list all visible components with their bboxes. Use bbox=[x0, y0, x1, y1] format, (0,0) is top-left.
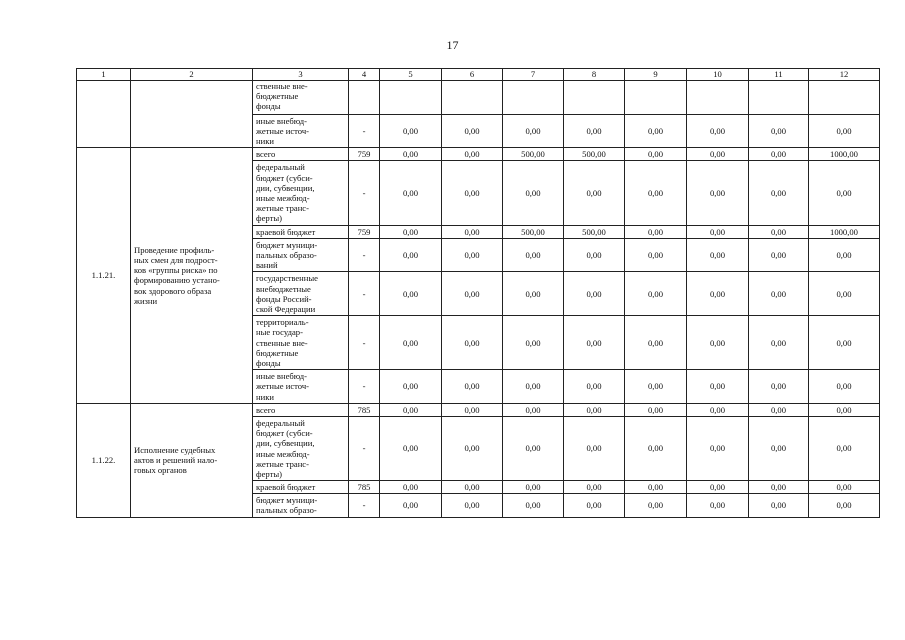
amount-cell: 0,00 bbox=[380, 161, 442, 225]
amount-cell: 0,00 bbox=[442, 272, 503, 316]
amount-cell: 0,00 bbox=[442, 403, 503, 416]
code-value-cell bbox=[349, 81, 380, 115]
column-header: 2 bbox=[131, 69, 253, 81]
funding-source-cell: территориаль- ные государ- ственные вне- бюджетные фонды bbox=[253, 316, 349, 370]
amount-cell bbox=[809, 81, 880, 115]
amount-cell bbox=[687, 81, 749, 115]
amount-cell: 0,00 bbox=[687, 481, 749, 494]
amount-cell: 0,00 bbox=[749, 272, 809, 316]
amount-cell: 0,00 bbox=[749, 114, 809, 148]
amount-cell: 0,00 bbox=[503, 114, 564, 148]
column-header: 5 bbox=[380, 69, 442, 81]
column-header: 11 bbox=[749, 69, 809, 81]
column-header: 12 bbox=[809, 69, 880, 81]
amount-cell: 0,00 bbox=[625, 481, 687, 494]
amount-cell: 0,00 bbox=[749, 416, 809, 480]
funding-source-cell: иные внебюд- жетные источ- ники bbox=[253, 370, 349, 404]
amount-cell bbox=[749, 81, 809, 115]
column-header: 7 bbox=[503, 69, 564, 81]
amount-cell: 0,00 bbox=[503, 481, 564, 494]
amount-cell: 0,00 bbox=[564, 494, 625, 517]
amount-cell: 0,00 bbox=[687, 403, 749, 416]
amount-cell: 0,00 bbox=[503, 494, 564, 517]
amount-cell: 0,00 bbox=[749, 403, 809, 416]
amount-cell: 0,00 bbox=[564, 114, 625, 148]
amount-cell: 0,00 bbox=[749, 161, 809, 225]
row-code-cell: 1.1.21. bbox=[77, 148, 131, 404]
table-row bbox=[77, 148, 880, 161]
amount-cell: 0,00 bbox=[809, 416, 880, 480]
amount-cell: 500,00 bbox=[564, 225, 625, 238]
amount-cell: 0,00 bbox=[749, 481, 809, 494]
column-header: 1 bbox=[77, 69, 131, 81]
amount-cell: 500,00 bbox=[564, 148, 625, 161]
amount-cell: 500,00 bbox=[503, 225, 564, 238]
amount-cell: 0,00 bbox=[809, 272, 880, 316]
amount-cell: 0,00 bbox=[687, 148, 749, 161]
code-value-cell: - bbox=[349, 316, 380, 370]
amount-cell: 0,00 bbox=[380, 481, 442, 494]
amount-cell: 0,00 bbox=[564, 403, 625, 416]
event-name-cell: Проведение профиль- ных смен для подрост- ков «группы риска» по формированию устано- вок здорового образа жизни bbox=[131, 148, 253, 404]
amount-cell: 0,00 bbox=[687, 370, 749, 404]
amount-cell: 0,00 bbox=[380, 316, 442, 370]
column-header: 4 bbox=[349, 69, 380, 81]
amount-cell: 0,00 bbox=[625, 494, 687, 517]
amount-cell: 0,00 bbox=[749, 370, 809, 404]
column-header: 8 bbox=[564, 69, 625, 81]
amount-cell: 0,00 bbox=[380, 225, 442, 238]
amount-cell: 0,00 bbox=[503, 316, 564, 370]
page-number: 17 bbox=[446, 38, 459, 52]
amount-cell: 0,00 bbox=[809, 481, 880, 494]
amount-cell: 0,00 bbox=[380, 416, 442, 480]
amount-cell: 0,00 bbox=[564, 272, 625, 316]
header-row bbox=[77, 69, 880, 81]
funding-source-cell: бюджет муници- пальных образо- bbox=[253, 494, 349, 517]
amount-cell: 0,00 bbox=[749, 316, 809, 370]
amount-cell: 0,00 bbox=[687, 225, 749, 238]
funding-source-cell: краевой бюджет bbox=[253, 225, 349, 238]
code-value-cell: 785 bbox=[349, 481, 380, 494]
amount-cell bbox=[625, 81, 687, 115]
amount-cell bbox=[503, 81, 564, 115]
table-row bbox=[77, 403, 880, 416]
amount-cell: 0,00 bbox=[442, 148, 503, 161]
amount-cell: 0,00 bbox=[625, 316, 687, 370]
amount-cell: 0,00 bbox=[442, 416, 503, 480]
funding-source-cell: государственные внебюджетные фонды Россий- ской Федерации bbox=[253, 272, 349, 316]
amount-cell: 0,00 bbox=[380, 494, 442, 517]
funding-source-cell: иные внебюд- жетные источ- ники bbox=[253, 114, 349, 148]
amount-cell: 0,00 bbox=[625, 272, 687, 316]
amount-cell: 0,00 bbox=[809, 238, 880, 272]
amount-cell: 0,00 bbox=[380, 370, 442, 404]
amount-cell: 0,00 bbox=[625, 225, 687, 238]
amount-cell: 0,00 bbox=[687, 494, 749, 517]
code-value-cell: - bbox=[349, 114, 380, 148]
amount-cell: 0,00 bbox=[380, 114, 442, 148]
amount-cell: 0,00 bbox=[564, 416, 625, 480]
column-header: 3 bbox=[253, 69, 349, 81]
code-value-cell: - bbox=[349, 416, 380, 480]
amount-cell: 0,00 bbox=[503, 403, 564, 416]
amount-cell: 0,00 bbox=[749, 225, 809, 238]
amount-cell: 0,00 bbox=[442, 370, 503, 404]
amount-cell: 0,00 bbox=[442, 114, 503, 148]
amount-cell bbox=[564, 81, 625, 115]
amount-cell: 0,00 bbox=[809, 161, 880, 225]
amount-cell: 0,00 bbox=[687, 416, 749, 480]
event-name-cell: Исполнение судебных актов и решений нало- говых органов bbox=[131, 403, 253, 517]
event-name-cell bbox=[131, 81, 253, 148]
amount-cell: 0,00 bbox=[564, 161, 625, 225]
funding-source-cell: всего bbox=[253, 148, 349, 161]
amount-cell: 0,00 bbox=[380, 403, 442, 416]
row-code-cell bbox=[77, 81, 131, 148]
amount-cell: 0,00 bbox=[564, 481, 625, 494]
amount-cell: 0,00 bbox=[442, 316, 503, 370]
amount-cell: 0,00 bbox=[564, 370, 625, 404]
code-value-cell: - bbox=[349, 238, 380, 272]
amount-cell: 0,00 bbox=[809, 316, 880, 370]
code-value-cell: - bbox=[349, 272, 380, 316]
funding-source-cell: бюджет муници- пальных образо- ваний bbox=[253, 238, 349, 272]
amount-cell: 0,00 bbox=[503, 238, 564, 272]
column-header: 10 bbox=[687, 69, 749, 81]
code-value-cell: - bbox=[349, 161, 380, 225]
budget-table bbox=[76, 68, 880, 518]
amount-cell: 0,00 bbox=[687, 316, 749, 370]
amount-cell: 0,00 bbox=[564, 316, 625, 370]
table-header bbox=[77, 69, 880, 81]
amount-cell: 0,00 bbox=[809, 403, 880, 416]
column-header: 6 bbox=[442, 69, 503, 81]
table-body bbox=[77, 81, 880, 518]
amount-cell: 0,00 bbox=[687, 114, 749, 148]
amount-cell: 0,00 bbox=[380, 238, 442, 272]
amount-cell: 0,00 bbox=[687, 161, 749, 225]
amount-cell: 1000,00 bbox=[809, 225, 880, 238]
amount-cell: 0,00 bbox=[442, 161, 503, 225]
amount-cell: 0,00 bbox=[625, 238, 687, 272]
row-code-cell: 1.1.22. bbox=[77, 403, 131, 517]
column-header: 9 bbox=[625, 69, 687, 81]
amount-cell: 0,00 bbox=[442, 481, 503, 494]
amount-cell: 0,00 bbox=[809, 114, 880, 148]
amount-cell: 0,00 bbox=[380, 272, 442, 316]
amount-cell: 0,00 bbox=[503, 370, 564, 404]
amount-cell: 0,00 bbox=[380, 148, 442, 161]
amount-cell bbox=[442, 81, 503, 115]
amount-cell: 0,00 bbox=[503, 272, 564, 316]
amount-cell: 0,00 bbox=[749, 494, 809, 517]
amount-cell: 0,00 bbox=[809, 370, 880, 404]
code-value-cell: 785 bbox=[349, 403, 380, 416]
amount-cell: 0,00 bbox=[564, 238, 625, 272]
code-value-cell: - bbox=[349, 370, 380, 404]
amount-cell bbox=[380, 81, 442, 115]
amount-cell: 0,00 bbox=[625, 370, 687, 404]
amount-cell: 0,00 bbox=[749, 148, 809, 161]
amount-cell: 0,00 bbox=[625, 148, 687, 161]
amount-cell: 0,00 bbox=[442, 494, 503, 517]
amount-cell: 0,00 bbox=[503, 416, 564, 480]
funding-source-cell: ственные вне- бюджетные фонды bbox=[253, 81, 349, 115]
amount-cell: 500,00 bbox=[503, 148, 564, 161]
amount-cell: 0,00 bbox=[625, 403, 687, 416]
amount-cell: 0,00 bbox=[625, 114, 687, 148]
amount-cell: 0,00 bbox=[687, 238, 749, 272]
amount-cell: 0,00 bbox=[809, 494, 880, 517]
amount-cell: 0,00 bbox=[625, 416, 687, 480]
funding-source-cell: федеральный бюджет (субси- дии, субвенции, иные межбюд- жетные транс- ферты) bbox=[253, 161, 349, 225]
code-value-cell: 759 bbox=[349, 225, 380, 238]
code-value-cell: 759 bbox=[349, 148, 380, 161]
table-row bbox=[77, 81, 880, 115]
amount-cell: 0,00 bbox=[625, 161, 687, 225]
funding-source-cell: краевой бюджет bbox=[253, 481, 349, 494]
funding-source-cell: всего bbox=[253, 403, 349, 416]
amount-cell: 0,00 bbox=[687, 272, 749, 316]
amount-cell: 0,00 bbox=[503, 161, 564, 225]
funding-source-cell: федеральный бюджет (субси- дии, субвенции, иные межбюд- жетные транс- ферты) bbox=[253, 416, 349, 480]
amount-cell: 0,00 bbox=[749, 238, 809, 272]
code-value-cell: - bbox=[349, 494, 380, 517]
amount-cell: 0,00 bbox=[442, 225, 503, 238]
amount-cell: 0,00 bbox=[442, 238, 503, 272]
amount-cell: 1000,00 bbox=[809, 148, 880, 161]
